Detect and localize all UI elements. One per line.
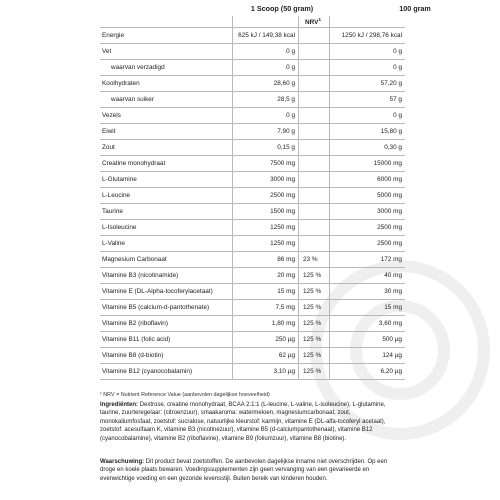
row-value-100g: 2500 mg: [330, 220, 406, 236]
row-value-100g: 6000 mg: [330, 172, 406, 188]
row-nrv-percent: [299, 76, 330, 92]
table-row: [100, 124, 405, 140]
table-row: [100, 268, 405, 284]
row-value-scoop: 7500 mg: [233, 156, 299, 172]
row-nrv-percent: [299, 188, 330, 204]
row-label: waarvan verzadigd: [100, 60, 233, 76]
row-value-100g: 40 mg: [330, 268, 406, 284]
row-nrv-percent: [299, 124, 330, 140]
row-value-100g: 124 µg: [330, 348, 406, 364]
nutrition-table: [100, 16, 405, 380]
row-value-scoop: 86 mg: [233, 252, 299, 268]
table-row: [100, 44, 405, 60]
table-row: [100, 28, 405, 44]
row-value-100g: 6,20 µg: [330, 364, 406, 380]
row-label: Vitamine B12 (cyanocobalamin): [100, 364, 233, 380]
table-row: [100, 348, 405, 364]
row-label: Creatine monohydraat: [100, 156, 233, 172]
row-value-scoop: 250 µg: [233, 332, 299, 348]
row-label: Magnesium Carbonaat: [100, 252, 233, 268]
nrv-header-row: [100, 16, 405, 28]
row-value-scoop: 15 mg: [233, 284, 299, 300]
row-value-scoop: 0 g: [233, 108, 299, 124]
ingredients-label: Ingrediënten:: [100, 402, 139, 408]
table-row: [100, 108, 405, 124]
table-row: [100, 172, 405, 188]
row-nrv-percent: 125 %: [299, 268, 330, 284]
row-value-scoop: 3,10 µg: [233, 364, 299, 380]
row-value-100g: 3000 mg: [330, 204, 406, 220]
row-nrv-percent: [299, 92, 330, 108]
table-row: [100, 220, 405, 236]
table-row: [100, 92, 405, 108]
row-nrv-percent: [299, 108, 330, 124]
row-value-100g: 30 mg: [330, 284, 406, 300]
warning-text: Dit product bevat zoetstoffen. De aanbevolen dagelijkse inname niet overschrijden. Op een droge en koele plaats bewaren. Voedingssupplementen zijn geen vervanging van een gevarieerde en evenwichtige voeding en een gezonde levensstijl. Buiten bereik van kinderen houden.: [100, 459, 388, 482]
row-value-100g: 0 g: [330, 60, 406, 76]
row-value-100g: 500 µg: [330, 332, 406, 348]
row-nrv-percent: [299, 156, 330, 172]
row-value-scoop: 28,60 g: [233, 76, 299, 92]
table-row: [100, 300, 405, 316]
row-value-scoop: 7,5 mg: [233, 300, 299, 316]
row-nrv-percent: 125 %: [299, 332, 330, 348]
table-bottom-rule: [100, 380, 405, 381]
row-label: Vitamine B5 (calcium-d-pantothenate): [100, 300, 233, 316]
ingredients-text: Dextrose, creatine monohydraat, BCAA 2:1:1 (L-leucine, L-valine, L-isoleucine), L-glutamine, taurine, zuurteregelaar: (citroenzuur), smaakaroma: watermeloen, magnesiumcarbonaat, zout, monokaliumfosfaat, zoetstof: sucralose, natuurlijke kleurstof: karmijn, vitamine E (DL-alfa-tocoferyl acetaat), zoetstof: acesulfaam K, vitamine B3 (nicotinezuur), vitamine B5 (d-calciumpantothenaat), vitamine B12 (cyanocobalamine), vitamine B2 (riboflavine), vitamine B9 (foliumzuur), vitamine B8 (biotine).: [100, 402, 386, 442]
row-value-scoop: 7,90 g: [233, 124, 299, 140]
warning-label: Waarschuwing:: [100, 459, 145, 465]
table-row: [100, 204, 405, 220]
row-label: Eiwit: [100, 124, 233, 140]
row-label: L-Glutamine: [100, 172, 233, 188]
nrv-footnote: ¹ NRV = Nutrient Reference Value (aanbevolen dagelijkse hoeveelheid): [100, 392, 270, 398]
row-value-100g: 0,30 g: [330, 140, 406, 156]
row-label: L-Isoleucine: [100, 220, 233, 236]
row-value-100g: 3,60 mg: [330, 316, 406, 332]
table-row: [100, 76, 405, 92]
row-nrv-percent: 23 %: [299, 252, 330, 268]
table-row: [100, 60, 405, 76]
table-row: [100, 156, 405, 172]
row-label: waarvan suiker: [100, 92, 233, 108]
row-label: Zout: [100, 140, 233, 156]
row-label: L-Valine: [100, 236, 233, 252]
row-label: Vitamine B8 (d-biotin): [100, 348, 233, 364]
row-label: Vezels: [100, 108, 233, 124]
row-value-scoop: 62 µg: [233, 348, 299, 364]
row-nrv-percent: [299, 140, 330, 156]
row-label: Vitamine B3 (nicotinamide): [100, 268, 233, 284]
row-nrv-percent: 125 %: [299, 348, 330, 364]
row-label: Vitamine B11 (folic acid): [100, 332, 233, 348]
row-nrv-percent: 125 %: [299, 364, 330, 380]
row-value-scoop: 1250 mg: [233, 236, 299, 252]
row-value-100g: 15,80 g: [330, 124, 406, 140]
row-nrv-percent: [299, 204, 330, 220]
row-nrv-percent: [299, 44, 330, 60]
row-label: L-Leucine: [100, 188, 233, 204]
row-value-scoop: 0 g: [233, 44, 299, 60]
row-value-100g: 57 g: [330, 92, 406, 108]
row-label: Vet: [100, 44, 233, 60]
row-value-100g: 1250 kJ / 298,76 kcal: [330, 28, 406, 44]
row-label: Taurine: [100, 204, 233, 220]
row-label: Koolhydraten: [100, 76, 233, 92]
column-header-100-gram: 100 gram: [399, 4, 431, 13]
row-nrv-percent: 125 %: [299, 316, 330, 332]
row-value-scoop: 1250 mg: [233, 220, 299, 236]
table-row: [100, 188, 405, 204]
row-value-scoop: 0,15 g: [233, 140, 299, 156]
row-label: Vitamine B2 (riboflavin): [100, 316, 233, 332]
row-value-scoop: 3000 mg: [233, 172, 299, 188]
row-nrv-percent: [299, 28, 330, 44]
warning-paragraph: [100, 458, 400, 483]
row-value-scoop: 1500 mg: [233, 204, 299, 220]
row-nrv-percent: [299, 60, 330, 76]
row-value-100g: 15000 mg: [330, 156, 406, 172]
row-value-100g: 57,20 g: [330, 76, 406, 92]
table-row: [100, 252, 405, 268]
row-label: Energie: [100, 28, 233, 44]
row-value-scoop: 28,5 g: [233, 92, 299, 108]
row-value-scoop: 2500 mg: [233, 188, 299, 204]
row-nrv-percent: 125 %: [299, 284, 330, 300]
row-value-100g: 2500 mg: [330, 236, 406, 252]
row-value-100g: 15 mg: [330, 300, 406, 316]
row-value-100g: 172 mg: [330, 252, 406, 268]
row-value-scoop: 0 g: [233, 60, 299, 76]
table-row: [100, 284, 405, 300]
row-value-100g: 0 g: [330, 108, 406, 124]
row-label: Vitamine E (DL-Alpha-tocoferylacetaat): [100, 284, 233, 300]
row-nrv-percent: [299, 172, 330, 188]
column-header-scoop: 1 Scoop (50 gram): [250, 4, 314, 13]
row-nrv-percent: [299, 236, 330, 252]
nrv-header: NRV$^1$: [299, 16, 330, 28]
row-value-100g: 0 g: [330, 44, 406, 60]
row-value-100g: 5000 mg: [330, 188, 406, 204]
row-value-scoop: 1,80 mg: [233, 316, 299, 332]
ingredients-paragraph: [100, 401, 400, 443]
table-row: [100, 364, 405, 380]
row-value-scoop: 20 mg: [233, 268, 299, 284]
row-nrv-percent: [299, 220, 330, 236]
row-nrv-percent: 125 %: [299, 300, 330, 316]
row-value-scoop: 625 kJ / 149,38 kcal: [233, 28, 299, 44]
table-row: [100, 316, 405, 332]
table-row: [100, 140, 405, 156]
table-row: [100, 332, 405, 348]
table-row: [100, 236, 405, 252]
